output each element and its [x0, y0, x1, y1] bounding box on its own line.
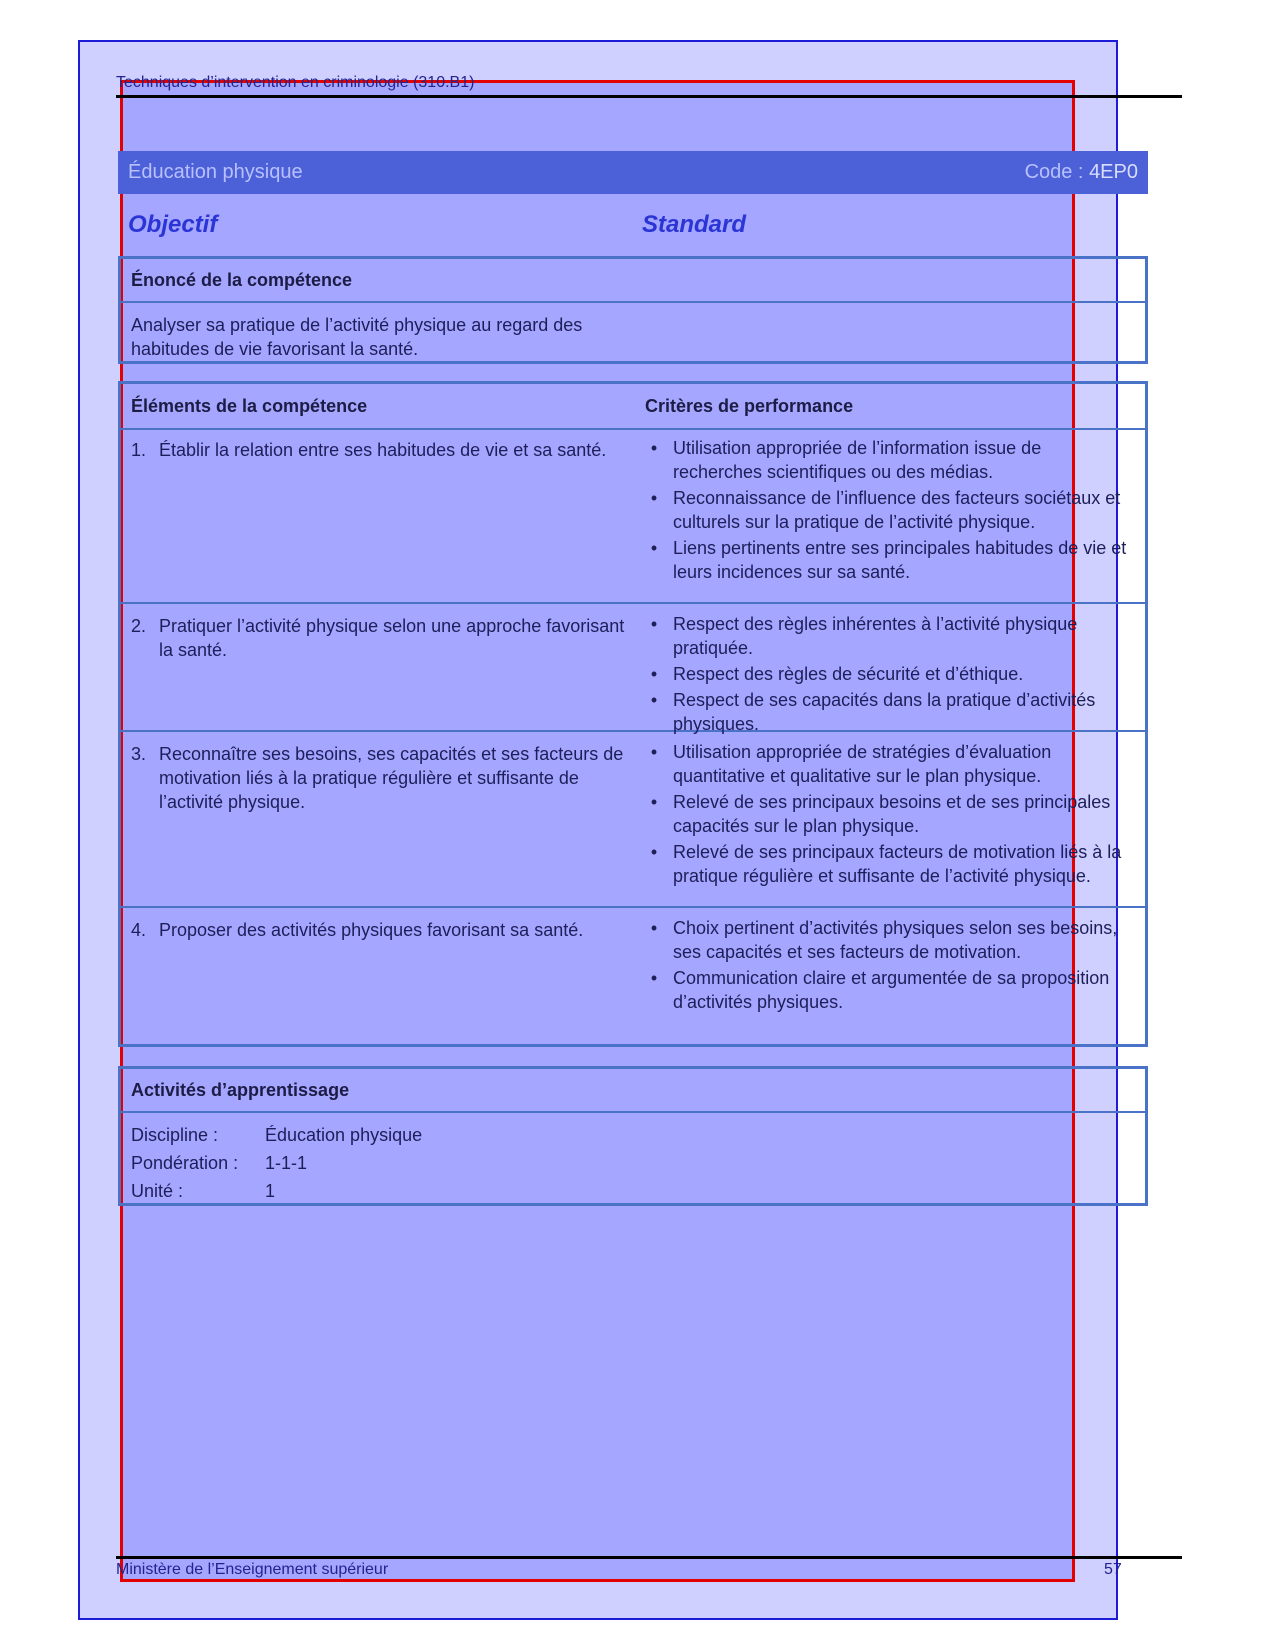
criteria-column-header: Critères de performance: [645, 396, 854, 416]
ponderation-line: [131, 1149, 1135, 1177]
activites-header: [121, 1069, 1145, 1113]
table-row: [121, 428, 1145, 604]
criterion: [645, 536, 1135, 584]
bullet-icon: •: [650, 488, 658, 508]
criterion-text: Relevé de ses principaux facteurs de motivation liés à la pratique régulière et suffisante de l’activité physique.: [673, 842, 1122, 886]
table-row: [121, 908, 1145, 1050]
discipline-value: Éducation physique: [265, 1125, 423, 1145]
discipline-line: [131, 1121, 1135, 1149]
document-header: Techniques d’intervention en criminologie (310.B1): [116, 74, 475, 91]
criterion: [645, 436, 1135, 484]
header-rule: [116, 95, 1182, 98]
elements-table-header: [121, 384, 1145, 430]
criterion: [645, 486, 1135, 534]
activites-body: [121, 1113, 1145, 1205]
course-code-value: 4EP0: [1089, 161, 1138, 183]
criteria-list: [645, 916, 1135, 1016]
course-title-band: [118, 151, 1148, 194]
element-text: Établir la relation entre ses habitudes de vie et sa santé.: [159, 440, 607, 460]
ponderation-label: Pondération :: [131, 1153, 239, 1173]
element-2: [131, 614, 641, 662]
element-3: [131, 742, 641, 814]
objectif-standard-row: [128, 211, 1148, 239]
criterion: [645, 790, 1135, 838]
criteria-list: [645, 436, 1135, 586]
enonce-title: Énoncé de la compétence: [131, 269, 353, 290]
criterion-text: Utilisation appropriée de l’information issue de recherches scientifiques ou des médias.: [673, 438, 1042, 482]
element-text: Proposer des activités physiques favorisant sa santé.: [159, 920, 584, 940]
criterion-text: Communication claire et argumentée de sa proposition d’activités physiques.: [673, 968, 1110, 1012]
criterion-text: Respect des règles inhérentes à l’activité physique pratiquée.: [673, 614, 1078, 658]
footer-rule: [116, 1556, 1182, 1559]
criterion-text: Relevé de ses principaux besoins et de ses principales capacités sur le plan physique.: [673, 792, 1111, 836]
bullet-icon: •: [650, 690, 658, 710]
element-1: [131, 438, 641, 462]
bullet-icon: •: [650, 742, 658, 762]
criterion-text: Reconnaissance de l’influence des facteurs sociétaux et culturels sur la pratique de l’activité physique.: [673, 488, 1121, 532]
table-row: [121, 604, 1145, 732]
bullet-icon: •: [650, 918, 658, 938]
bullet-icon: •: [650, 538, 658, 558]
table-row: [121, 732, 1145, 908]
enonce-section: [118, 256, 1148, 364]
criterion-text: Choix pertinent d’activités physiques selon ses besoins, ses capacités et ses facteurs de motivation.: [673, 918, 1118, 962]
unite-value: 1: [265, 1181, 276, 1201]
criterion-text: Respect de ses capacités dans la pratique d’activités physiques.: [673, 690, 1096, 734]
elements-criteria-table: [118, 381, 1148, 1047]
course-title: Éducation physique: [128, 161, 303, 183]
criteria-list: [645, 612, 1135, 738]
criterion: [645, 840, 1135, 888]
bullet-icon: •: [650, 842, 658, 862]
enonce-header: [121, 259, 1145, 303]
element-number: 2.: [131, 616, 147, 636]
course-code-label: Code :: [1024, 161, 1084, 183]
discipline-label: Discipline :: [131, 1125, 219, 1145]
criterion: [645, 966, 1135, 1014]
ponderation-value: 1-1-1: [265, 1153, 308, 1173]
bullet-icon: •: [650, 664, 658, 684]
criterion-text: Liens pertinents entre ses principales habitudes de vie et leurs incidences sur sa santé.: [673, 538, 1127, 582]
activites-title: Activités d’apprentissage: [131, 1079, 350, 1100]
criterion: [645, 612, 1135, 660]
element-number: 4.: [131, 920, 147, 940]
bullet-icon: •: [650, 968, 658, 988]
criterion: [645, 688, 1135, 736]
course-code: [1025, 161, 1138, 184]
unite-label: Unité :: [131, 1181, 184, 1201]
standard-heading: Standard: [642, 211, 747, 238]
page-number: 57: [1104, 1561, 1122, 1578]
unite-line: [131, 1177, 1135, 1205]
activites-section: [118, 1066, 1148, 1206]
competence-statement: Analyser sa pratique de l’activité physique au regard des habitudes de vie favorisant la santé.: [131, 315, 583, 359]
criteria-list: [645, 740, 1135, 890]
element-number: 3.: [131, 744, 147, 764]
criterion: [645, 740, 1135, 788]
element-number: 1.: [131, 440, 147, 460]
objectif-heading: Objectif: [128, 211, 218, 238]
element-4: [131, 918, 641, 942]
bullet-icon: •: [650, 438, 658, 458]
bullet-icon: •: [650, 792, 658, 812]
element-text: Pratiquer l’activité physique selon une approche favorisant la santé.: [159, 616, 625, 660]
elements-column-header: Éléments de la compétence: [131, 396, 368, 416]
bullet-icon: •: [650, 614, 658, 634]
criterion-text: Respect des règles de sécurité et d’éthique.: [673, 664, 1024, 684]
element-text: Reconnaître ses besoins, ses capacités et ses facteurs de motivation liés à la pratique régulière et suffisante de l’activité physique.: [159, 744, 624, 812]
document-footer: Ministère de l’Enseignement supérieur: [116, 1561, 389, 1578]
criterion: [645, 916, 1135, 964]
criterion-text: Utilisation appropriée de stratégies d’évaluation quantitative et qualitative sur le plan physique.: [673, 742, 1052, 786]
criterion: [645, 662, 1135, 686]
